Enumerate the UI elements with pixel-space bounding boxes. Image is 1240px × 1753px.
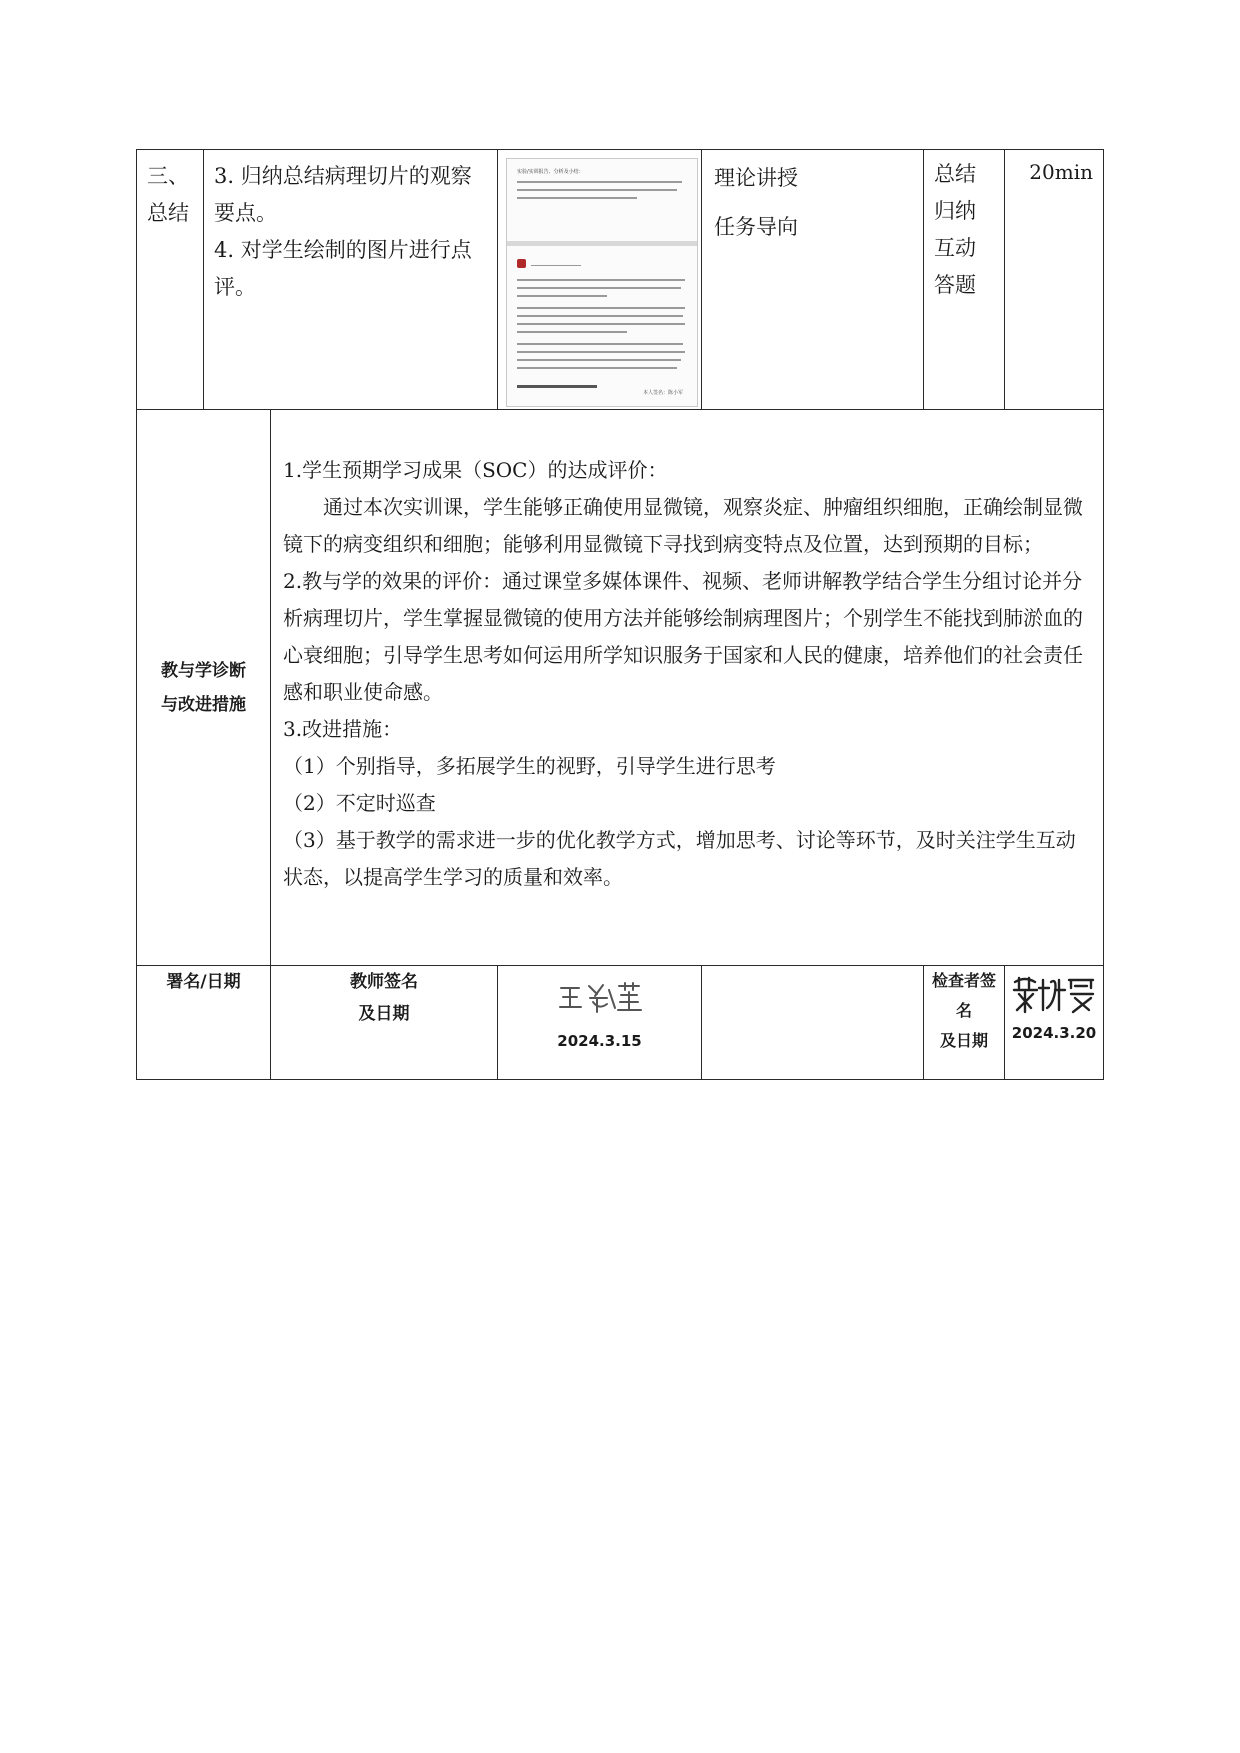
diagnosis-label: 教与学诊断 与改进措施 [137,410,271,966]
soc-heading: 1.学生预期学习成果（SOC）的达成评价： [283,458,668,482]
thumbnail-divider [507,241,697,246]
diagnosis-content [271,410,1104,966]
summary-row [137,150,1104,410]
checker-signature-cell [1005,966,1104,1080]
teacher-sign-label: 教师签名 及日期 [271,966,498,1080]
diagnosis-row [137,410,1104,966]
checker-signature [1011,974,1097,1014]
time-cell: 20min [1005,150,1104,410]
checker-date: 2024.3.20 [1011,1024,1097,1042]
effect-evaluation: 2.教与学的效果的评价：通过课堂多媒体课件、视频、老师讲解教学结合学生分组讨论并分析病理切片，学生掌握显微镜的使用方法并能够绘制病理图片；个别学生不能找到肺淤血的心衰细胞；引导学生思考如何运用所学知识服务于国家和人民的健康，培养他们的社会责任感和职业使命感。 [283,569,1083,704]
interaction-cell [924,150,1005,410]
interaction-item: 答题 [934,273,976,297]
content-item: 4. 对学生绘制的图片进行点评。 [214,238,472,299]
improvement-heading: 3.改进措施： [283,717,403,741]
thumbnail-title: 实验/实训报告、分析及小结： [517,169,584,175]
teacher-signature-cell [498,966,702,1080]
school-logo-icon [517,259,526,268]
interaction-item: 归纳 [934,199,976,223]
empty-cell [702,966,924,1080]
report-thumbnail [506,158,698,407]
interaction-item: 总结 [934,162,976,186]
checker-sign-label: 检查者签 名 及日期 [924,966,1005,1080]
interaction-item: 互动 [934,236,976,260]
content-item: 3. 归纳总结病理切片的观察要点。 [214,164,472,225]
thumbnail-signature: 本人签名：陈小军 [642,390,683,396]
improvement-measure: （1）个别指导，多拓展学生的视野，引导学生进行思考 [283,754,776,778]
teaching-method: 理论讲授 [714,166,798,190]
thumbnail-cell [498,150,702,410]
improvement-measure: （3）基于教学的需求进一步的优化教学方式，增加思考、讨论等环节，及时关注学生互动状态，以提高学生学习的质量和效率。 [283,828,1076,889]
section-number: 三、 [147,164,189,188]
section-title: 总结 [147,201,189,225]
teaching-method-cell [702,150,924,410]
section-cell [137,150,204,410]
improvement-measure: （2）不定时巡查 [283,791,436,815]
soc-evaluation: 通过本次实训课，学生能够正确使用显微镜，观察炎症、肿瘤组织细胞，正确绘制显微镜下的病变组织和细胞；能够利用显微镜下寻找到病变特点及位置，达到预期的目标； [283,495,1083,556]
signature-label: 署名/日期 [137,966,271,1080]
signature-row [137,966,1104,1080]
teacher-signature [557,980,643,1014]
teaching-method: 任务导向 [714,215,798,239]
content-items-cell [204,150,498,410]
lesson-plan-table [136,149,1104,1080]
teacher-date: 2024.3.15 [557,1032,642,1050]
